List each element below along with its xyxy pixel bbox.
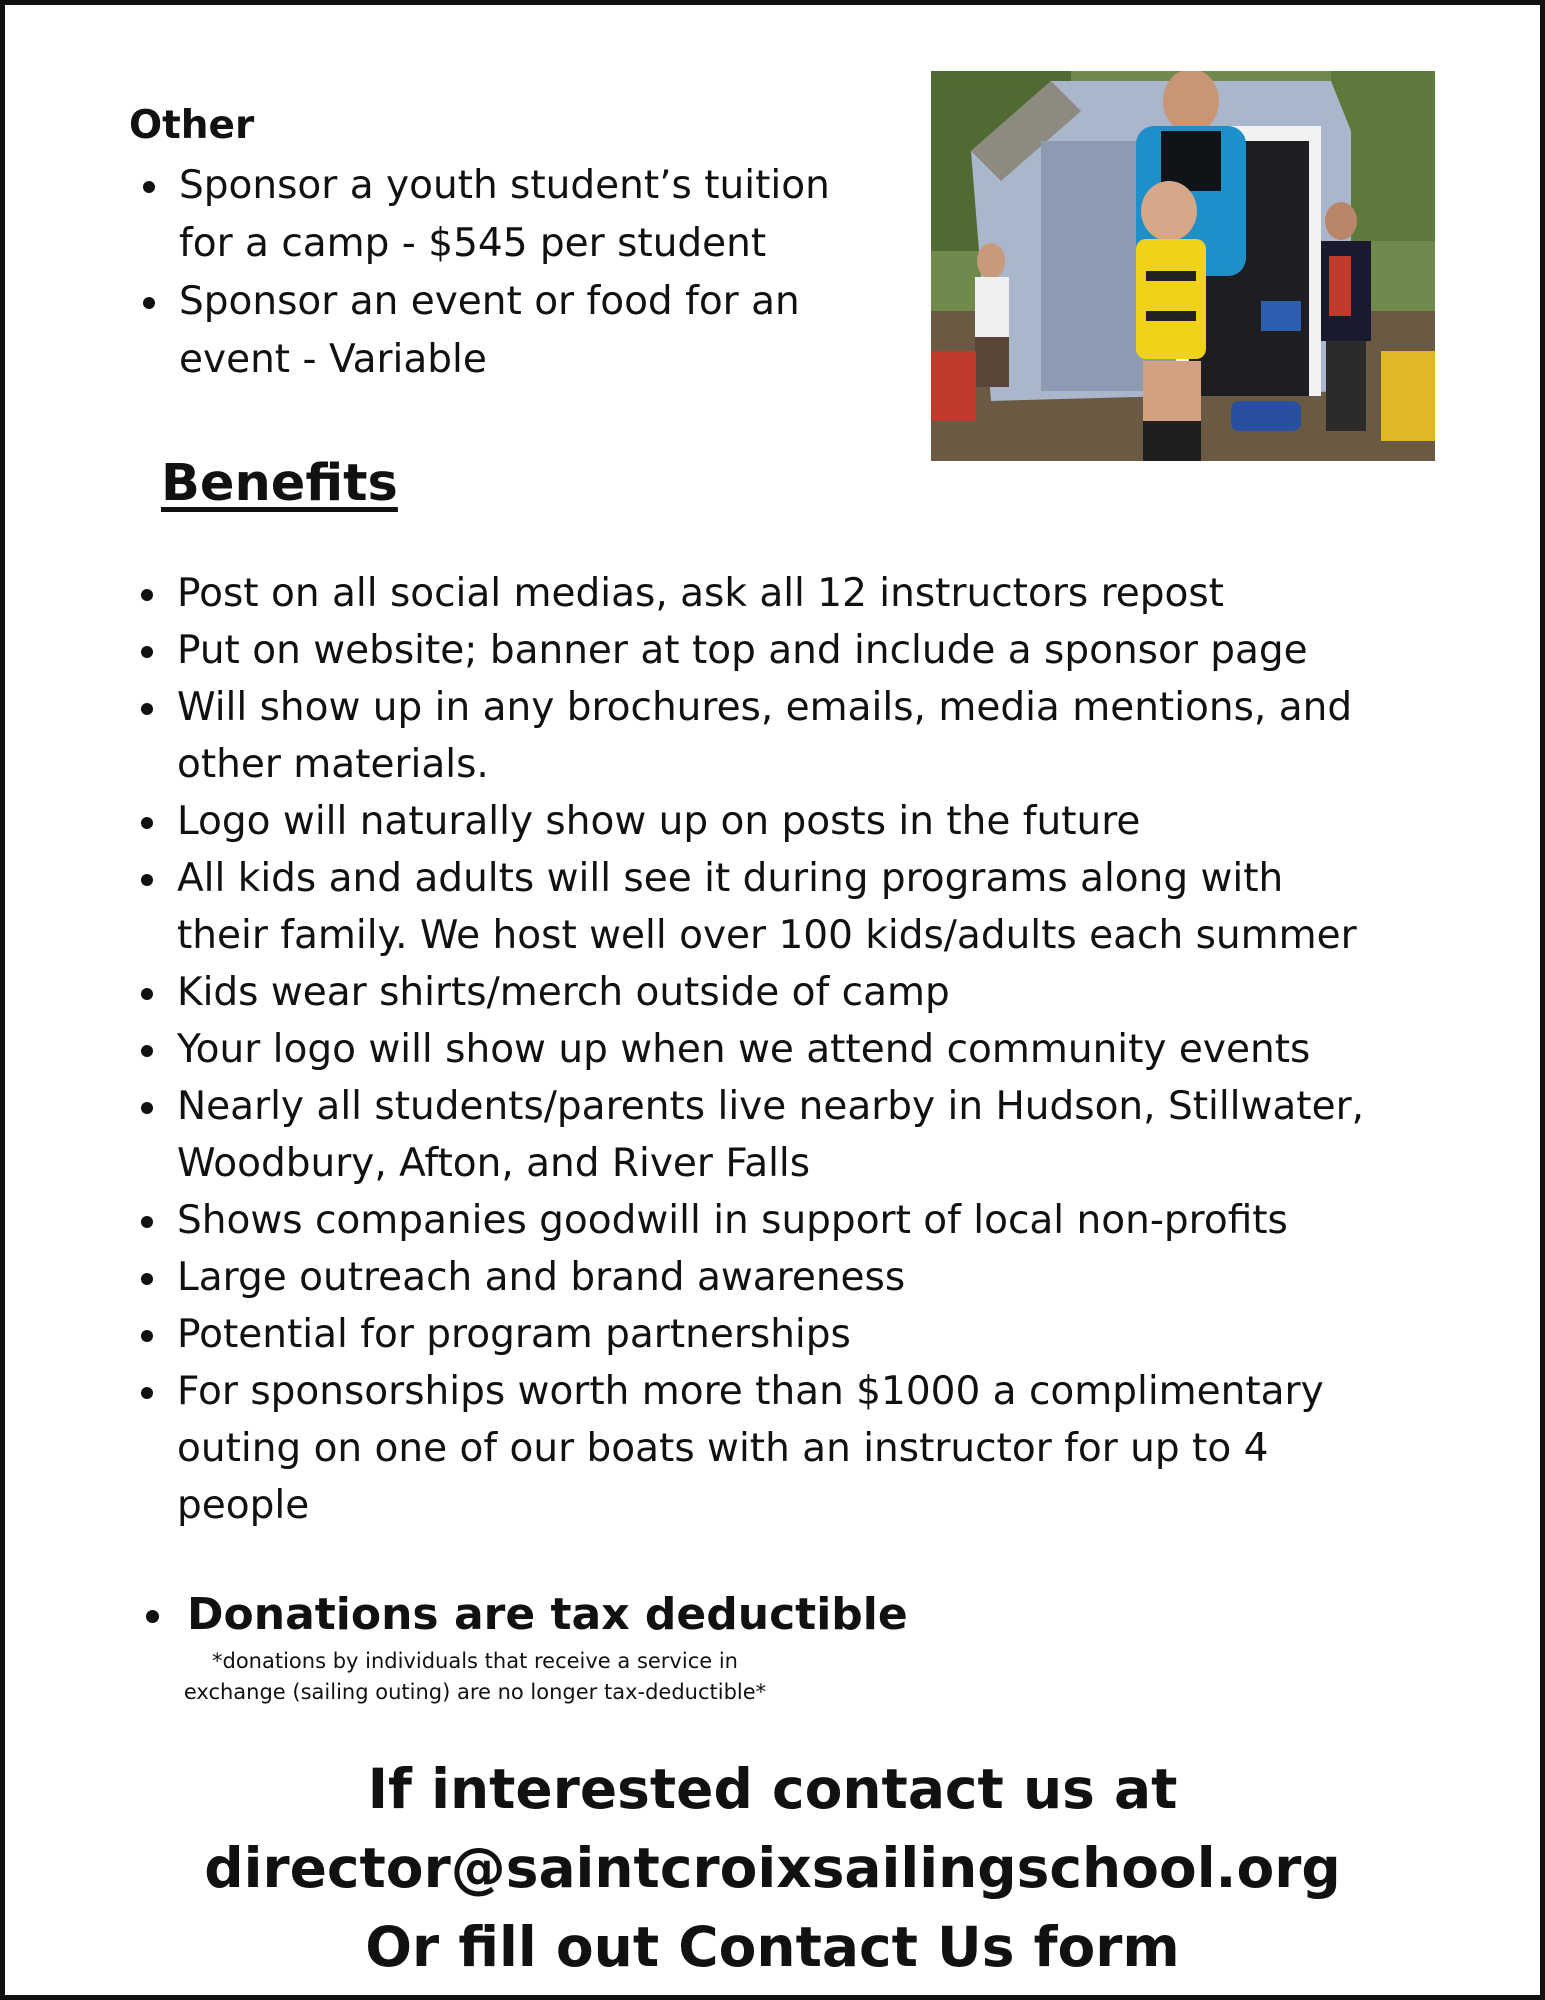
benefit-item: • Put on website; banner at top and include a sponsor page [171,622,1371,679]
contact-block [5,1750,1540,1987]
benefit-item: • Kids wear shirts/merch outside of camp [171,964,1371,1021]
contact-intro: If interested contact us at [367,1757,1178,1821]
benefit-item: • Will show up in any brochures, emails, media mentions, and other materials. [171,679,1371,793]
benefit-item: • Potential for program partnerships [171,1306,1371,1363]
benefits-list [171,565,1371,1534]
other-list [173,157,903,389]
contact-form-note: Or fill out Contact Us form [365,1915,1180,1979]
other-item-line: for a camp - $545 per student [179,221,767,266]
tax-deductible-list [179,1589,908,1642]
benefit-item: • Your logo will show up when we attend community events [171,1021,1371,1078]
other-item [173,273,903,389]
tax-deductible-heading: • Donations are tax deductible [179,1589,908,1642]
benefit-item: • For sponsorships worth more than $1000 a complimentary outing on one of our boats with an instructor for up to 4 people [171,1363,1371,1534]
other-item [173,157,903,273]
benefit-item: • Post on all social medias, ask all 12 instructors repost [171,565,1371,622]
other-item-line: Sponsor a youth student’s tuition [179,163,830,208]
other-item-line: Sponsor an event or food for an [179,279,800,324]
other-item-line: event - Variable [179,337,487,382]
benefit-item: • Logo will naturally show up on posts in the future [171,793,1371,850]
benefit-item: • All kids and adults will see it during programs along with their family. We host well over 100 kids/adults each summer [171,850,1371,964]
other-heading: Other [129,103,255,148]
tax-deductible-note [175,1646,775,1708]
benefit-item: • Shows companies goodwill in support of local non-profits [171,1192,1371,1249]
tax-note-line: *donations by individuals that receive a service in [212,1649,738,1673]
instructor-fitting-life-jacket-photo [931,71,1435,461]
tax-note-line: exchange (sailing outing) are no longer tax-deductible* [183,1680,767,1704]
contact-email: director@saintcroixsailingschool.org [204,1836,1341,1900]
benefit-item: • Large outreach and brand awareness [171,1249,1371,1306]
benefit-item: • Nearly all students/parents live nearby in Hudson, Stillwater, Woodbury, Afton, and River Falls [171,1078,1371,1192]
benefits-heading: Benefits [161,454,398,513]
